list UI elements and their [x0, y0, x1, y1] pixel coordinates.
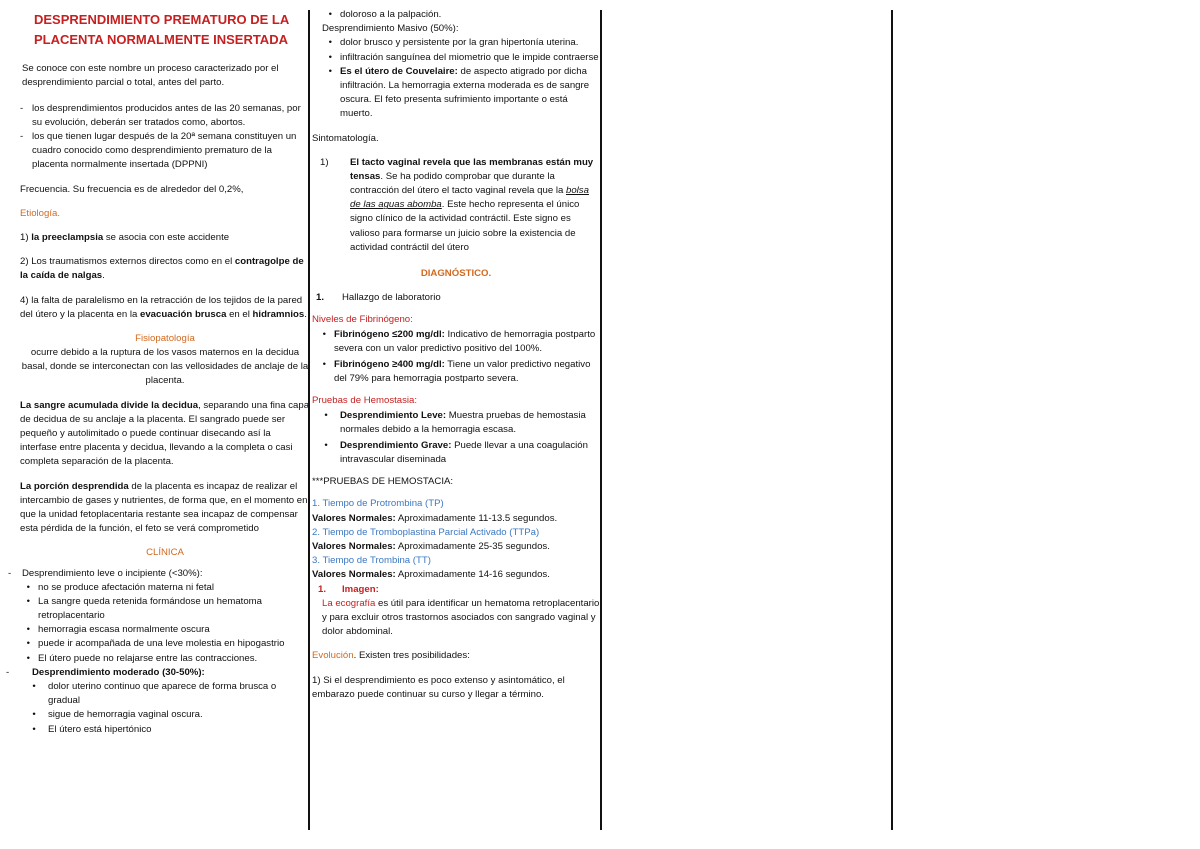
bullet-icon: • — [26, 624, 30, 636]
frecuencia-paragraph: Frecuencia. Su frecuencia es de alrededor del 0,2%, — [20, 183, 244, 195]
masivo-heading: Desprendimiento Masivo (50%): — [322, 23, 459, 35]
leve-heading: - Desprendimiento leve o incipiente (<30%): — [8, 567, 203, 579]
test-value: Valores Normales: Aproximadamente 11-13.5 segundos. — [312, 512, 558, 524]
list-item: • infiltración sanguínea del miometrio que le impide contraerse — [328, 51, 599, 63]
clinica-heading: CLÍNICA — [146, 547, 184, 559]
document-title: DESPRENDIMIENTO PREMATURO DE LA PLACENTA NORMALMENTE INSERTADA — [34, 12, 289, 48]
evolucion-paragraph: Evolución. Existen tres posibilidades: — [312, 650, 470, 662]
fibrinogeno-heading: Niveles de Fibrinógeno: — [312, 314, 413, 326]
paragraph: La porción desprendida de la placenta es incapaz de realizar el intercambio de gases y nutrientes, de forma que, en el momento en que la unidad fetoplacentaria restante sea incapaz de compensar esta pérdida de la función, el feto se verá comprometido — [20, 480, 308, 535]
leve-list — [16, 581, 310, 666]
list-item: • Es el útero de Couvelaire: de aspecto atigrado por dicha infiltración. La hemorragia externa moderada es de sangre oscura. El feto presenta sufrimiento importante o está muerto. — [328, 65, 590, 120]
list-item: • Fibrinógeno ≤200 mg/dl: Indicativo de hemorragia postparto severa con un valor predictivo positivo del 100%. — [322, 328, 596, 354]
etiologia-heading: Etiología. — [20, 207, 61, 219]
hemostacia-title: ***PRUEBAS DE HEMOSTACIA: — [312, 476, 454, 488]
fisiopatologia-heading: Fisiopatología — [135, 332, 195, 344]
list-item: • Desprendimiento Leve: Muestra pruebas de hemostasia normales debido a la hemorragia escasa. — [324, 409, 586, 435]
sintomatologia-heading: Sintomatología. — [312, 132, 379, 144]
test-name: 3. Tiempo de Trombina (TT) — [312, 555, 431, 567]
evolucion-item: 1) Si el desprendimiento es poco extenso y asintomático, el embarazo puede continuar su curso y llegar a término. — [312, 674, 565, 700]
moderado-list — [20, 680, 310, 737]
imagen-heading: 1. Imagen: — [318, 583, 379, 595]
bullet-icon: • — [26, 595, 30, 607]
test-name: 2. Tiempo de Tromboplastina Parcial Activado (TTPa) — [312, 526, 540, 538]
moderado-heading: - Desprendimiento moderado (30-50%): — [6, 666, 205, 678]
etiologia-item: 2) Los traumatismos externos directos como en el contragolpe de la caída de nalgas. — [20, 256, 304, 282]
imagen-text: La ecografía es útil para identificar un hematoma retroplacentario y para excluir otros trastornos asociados con sangrado vaginal y dolor abdominal. — [322, 597, 600, 638]
diagnostico-heading: DIAGNÓSTICO. — [420, 268, 492, 279]
etiologia-item: 4) la falta de paralelismo en la retracción de los tejidos de la pared del útero y la placenta en la evacuación brusca en el hidramnios. — [20, 294, 307, 320]
list-item: • La sangre queda retenida formándose un hematoma retroplacentario — [16, 595, 310, 623]
bullet-icon: • — [32, 709, 36, 721]
list-item: • Fibrinógeno ≥400 mg/dl: Tiene un valor predictivo negativo del 79% para hemorragia postparto severa. — [322, 358, 591, 385]
fisiopatologia-text: ocurre debido a la ruptura de los vasos maternos en la decidua basal, donde se interconectan con las vellosidades de anclaje de la placenta. — [21, 347, 309, 387]
column-2 — [312, 8, 600, 702]
test-name: 1. Tiempo de Protrombina (TP) — [312, 498, 444, 510]
column-divider-3 — [891, 10, 893, 830]
list-item: - los que tienen lugar después de la 20ª semana constituyen un cuadro conocido como desprendimiento prematuro de la placenta normalmente insertada (DPPNI) — [20, 131, 297, 171]
list-item: • dolor uterino continuo que aparece de forma brusca o gradual — [20, 680, 310, 708]
bullet-icon: • — [32, 681, 36, 693]
list-item: 1. Hallazgo de laboratorio — [316, 292, 441, 304]
list-item: • Desprendimiento Grave: Puede llevar a una coagulación intravascular diseminada — [324, 439, 588, 466]
hemostasia-heading: Pruebas de Hemostasia: — [312, 395, 418, 407]
bullet-icon: • — [26, 581, 30, 593]
bullet-icon: • — [32, 723, 36, 735]
list-item: • dolor brusco y persistente por la gran hipertonía uterina. — [328, 37, 579, 49]
column-divider-2 — [600, 10, 602, 830]
bullet-icon: • — [26, 652, 30, 664]
test-value: Valores Normales: Aproximadamente 25-35 segundos. — [312, 541, 550, 552]
etiologia-item: 1) la preeclampsia se asocia con este accidente — [20, 231, 230, 243]
paragraph: La sangre acumulada divide la decidua, separando una fina capa de decidua de su anclaje a la placenta. El sangrado puede ser pequeño y autolimitado o puede continuar disecando así la interfase entre placenta y decidua, llevando a la completa o casi completa separación de la placenta. — [20, 399, 310, 468]
list-item: • puede ir acompañada de una leve molestia en hipogastrio — [16, 637, 310, 651]
list-item: • hemorragia escasa normalmente oscura — [16, 623, 310, 637]
list-item: - los desprendimientos producidos antes de las 20 semanas, por su evolución, deberán ser tratados como, abortos. — [20, 102, 301, 128]
column-1 — [6, 8, 310, 737]
intro-paragraph: Se conoce con este nombre un proceso caracterizado por el desprendimiento parcial o total, antes del parto. — [22, 63, 279, 89]
list-item: 1) El tacto vaginal revela que las membranas están muy tensas. Se ha podido comprobar que durante la contracción del útero el tacto vaginal revela que la bolsa de las aguas abomba. Este hecho representa el único signo clínico de la actividad contráctil. Este signo es valioso para formarse un juicio sobre la existencia de actividad contráctil del útero — [320, 156, 594, 253]
bullet-icon: • — [26, 638, 30, 650]
list-item: • doloroso a la palpación. — [328, 9, 442, 20]
list-item: • El útero puede no relajarse entre las contracciones. — [16, 652, 310, 666]
test-value: Valores Normales: Aproximadamente 14-16 segundos. — [312, 569, 550, 581]
list-item: • El útero está hipertónico — [20, 723, 310, 737]
list-item: • sigue de hemorragia vaginal oscura. — [20, 708, 310, 722]
list-item: • no se produce afectación materna ni fetal — [16, 581, 310, 595]
